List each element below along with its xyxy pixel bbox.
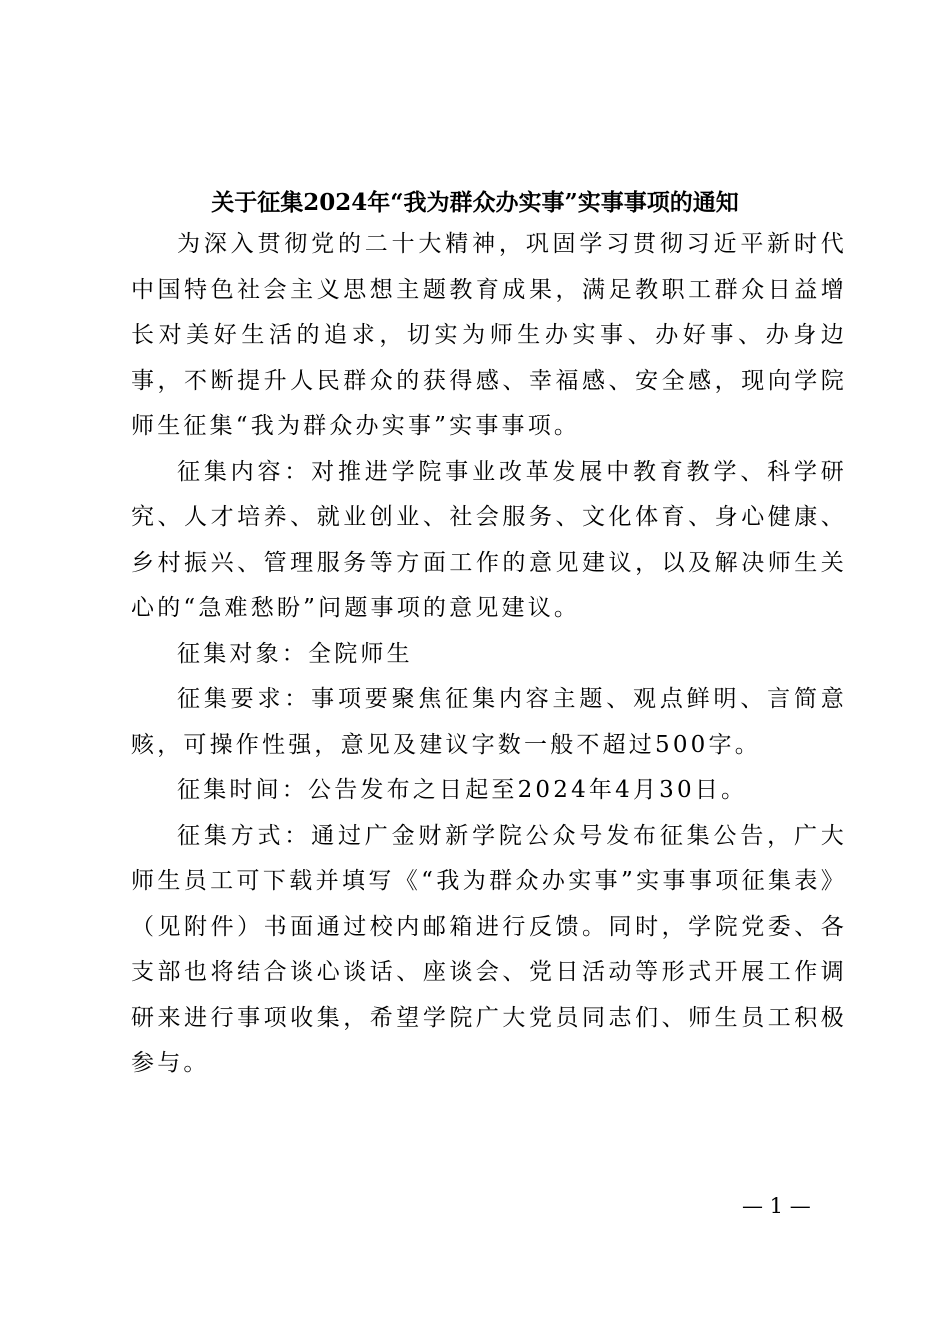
page-number: — 1 — <box>742 1194 811 1218</box>
paragraph-method: 征集方式：通过广金财新学院公众号发布征集公告，广大师生员工可下载并填写《“我为群众办实事”实事事项征集表》（见附件）书面通过校内邮箱进行反馈。同时，学院党委、各支部也将结合谈心谈话、座谈会、党日活动等形式开展工作调研来进行事项收集，希望学院广大党员同志们、师生员工积极参与。 <box>131 822 847 1076</box>
paragraph-time: 征集时间：公告发布之日起至2024年4月30日。 <box>177 777 748 803</box>
document-body <box>131 222 847 1087</box>
paragraph-content: 征集内容：对推进学院事业改革发展中教育教学、科学研究、人才培养、就业创业、社会服务、文化体育、身心健康、乡村振兴、管理服务等方面工作的意见建议，以及解决师生关心的“急难愁盼”问题事项的意见建议。 <box>131 458 847 621</box>
paragraph-requirements: 征集要求：事项要聚焦征集内容主题、观点鲜明、言简意赅，可操作性强，意见及建议字数一般不超过500字。 <box>131 686 847 758</box>
paragraph-target: 征集对象：全院师生 <box>177 640 413 667</box>
document-title: 关于征集2024年“我为群众办实事”实事事项的通知 <box>211 189 739 216</box>
paragraph-intro: 为深入贯彻党的二十大精神，巩固学习贯彻习近平新时代中国特色社会主义思想主题教育成果，满足教职工群众日益增长对美好生活的追求，切实为师生办实事、办好事、办身边事，不断提升人民群众的获得感、幸福感、安全感，现向学院师生征集“我为群众办实事”实事事项。 <box>131 231 847 439</box>
